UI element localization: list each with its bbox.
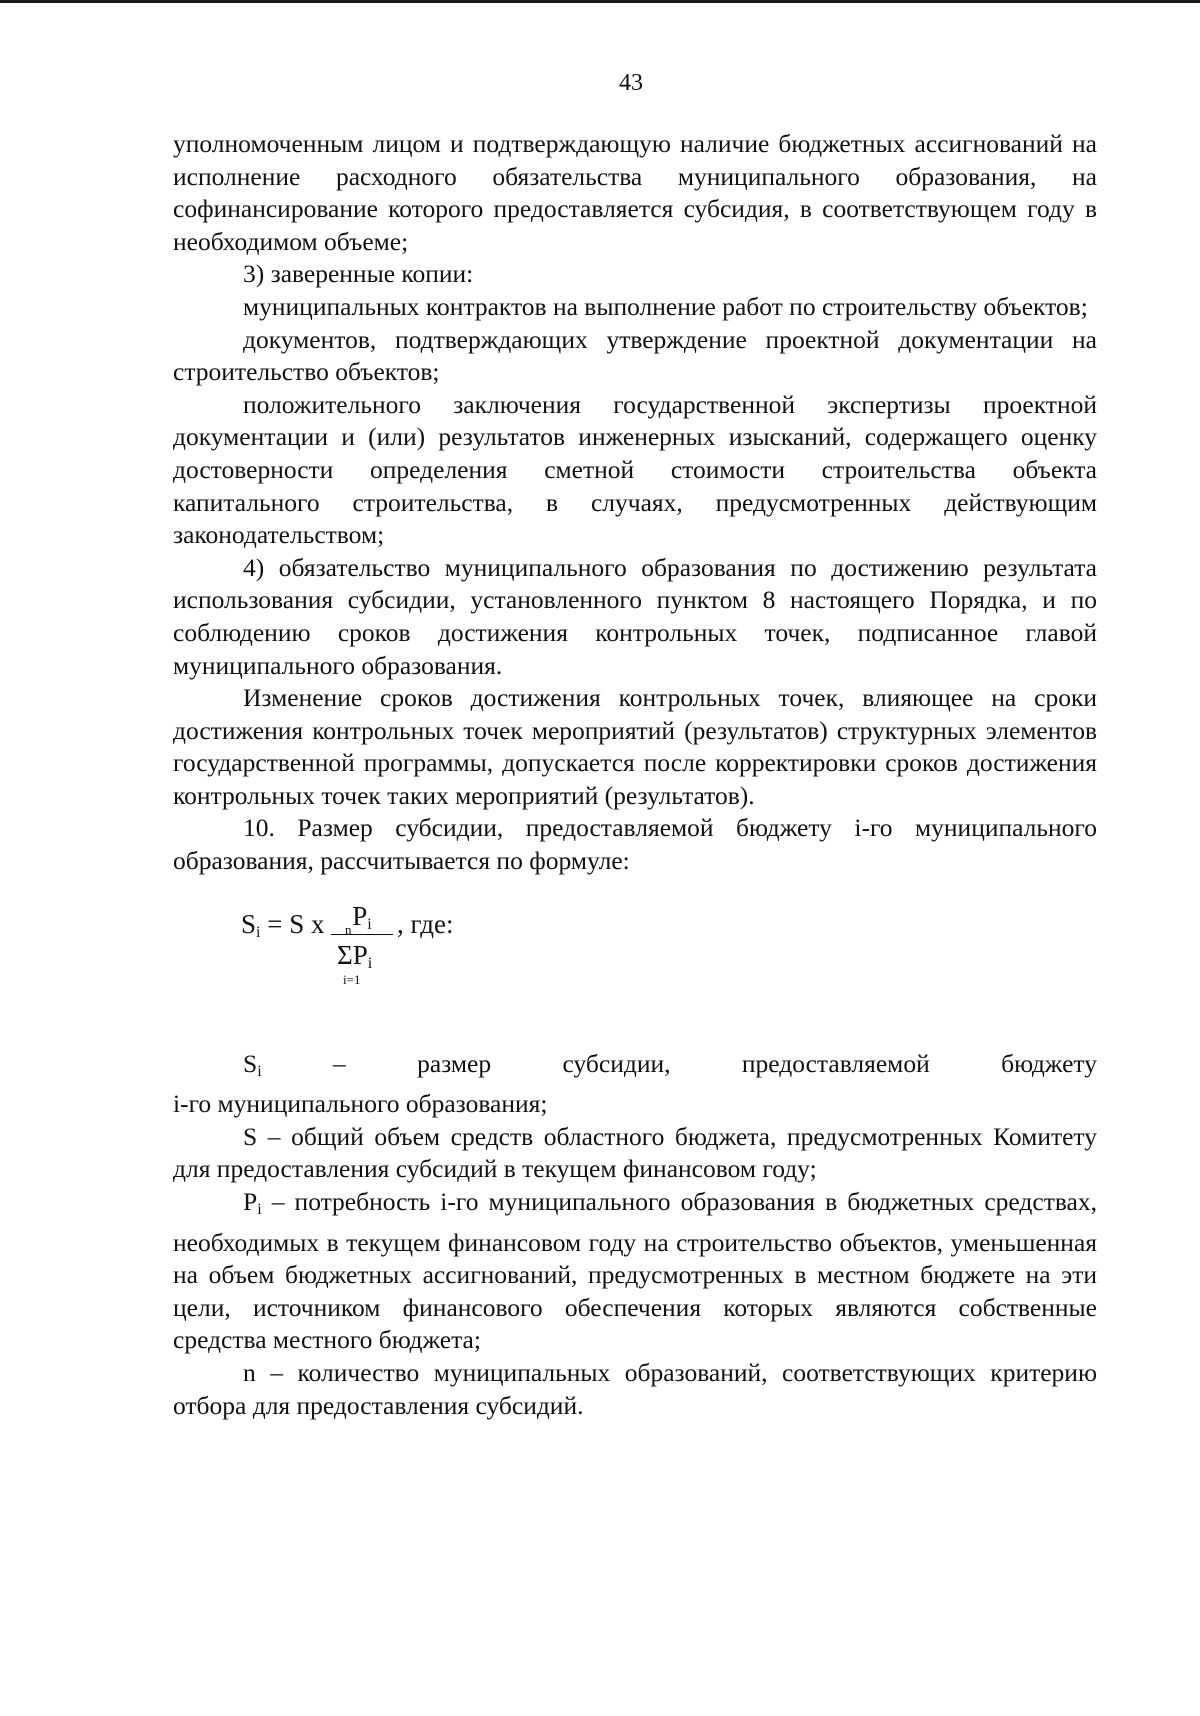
definition-si-continuation: i-го муниципального образования; xyxy=(173,1089,548,1119)
paragraph-continuation: уполномоченным лицом и подтверждающую наличие бюджетных ассигнований на исполнение расходного обязательства муниципального образования, на софинансирование которого предоставляется субсидия, в соответствующем году в необходимом объеме; xyxy=(173,129,1097,256)
formula-numerator: $P_i$ xyxy=(352,900,372,933)
definition-si-symbol: $S_i$ xyxy=(243,1048,262,1080)
paragraph-item-4: 4) обязательство муниципального образования по достижению результата использования субсидии, установленного пунктом 8 настоящего Порядка, и по соблюдению сроков достижения контрольных точек, подписанное главой муниципального образования. xyxy=(173,552,1097,680)
definition-si-word: субсидии, xyxy=(562,1048,671,1078)
definition-n: n – количество муниципальных образований, соответствующих критерию отбора для предоставления субсидий. xyxy=(173,1358,1097,1420)
formula-where: , где: xyxy=(397,908,454,939)
subsidy-formula xyxy=(173,900,1097,1010)
definition-si-word: – xyxy=(333,1048,346,1078)
paragraph-item-3: 3) заверенные копии: xyxy=(243,259,474,289)
paragraph-contracts: муниципальных контрактов на выполнение работ по строительству объектов; xyxy=(243,291,1088,321)
page-number: 43 xyxy=(619,70,643,96)
paragraph-deadline-change: Изменение сроков достижения контрольных точек, влияющее на сроки достижения контрольных точек мероприятий (результатов) структурных элементов государственной программы, допускается после корректировки сроков достижения контрольных точек таких мероприятий (результатов). xyxy=(173,683,1097,810)
definition-si-word: бюджету xyxy=(1001,1048,1097,1078)
sum-lower-limit: i=1 xyxy=(343,971,361,987)
document-body xyxy=(173,128,1097,1422)
paragraph-expertise: положительного заключения государственной экспертизы проектной документации и (или) результатов инженерных изысканий, содержащего оценку достоверности определения сметной стоимости строительства объекта капитального строительства, в случаях, предусмотренных действующим законодательством; xyxy=(173,389,1097,550)
definition-si xyxy=(173,1048,1097,1089)
sum-upper-limit: n xyxy=(345,921,352,937)
definition-si-word: размер xyxy=(417,1048,492,1078)
definition-pi: $P_i$ – потребность i-го муниципального образования в бюджетных средствах, необходимых в текущем финансовом году на строительство объектов, уменьшенная на объем бюджетных ассигнований, предусмотренных в местном бюджете на эти цели, источником финансового обеспечения которых являются собственные средства местного бюджета; xyxy=(173,1187,1097,1355)
formula-lhs: $S_i = S$ x xyxy=(241,908,325,941)
paragraph-item-10: 10. Размер субсидии, предоставляемой бюджету i-го муниципального образования, рассчитывается по формуле: xyxy=(173,813,1097,876)
definition-si-word: предоставляемой xyxy=(741,1048,930,1078)
definition-s: S – общий объем средств областного бюджета, предусмотренных Комитету для предоставления субсидий в текущем финансовом году; xyxy=(173,1121,1097,1184)
scan-top-edge xyxy=(0,0,1200,3)
formula-denominator: n $\Sigma P_i$ i=1 xyxy=(337,921,373,987)
sum-symbol: Σ xyxy=(337,939,353,970)
formula-definitions xyxy=(173,1048,1097,1423)
formula-fraction xyxy=(331,900,393,987)
paragraph-documents: документов, подтверждающих утверждение проектной документации на строительство объектов; xyxy=(173,324,1097,387)
